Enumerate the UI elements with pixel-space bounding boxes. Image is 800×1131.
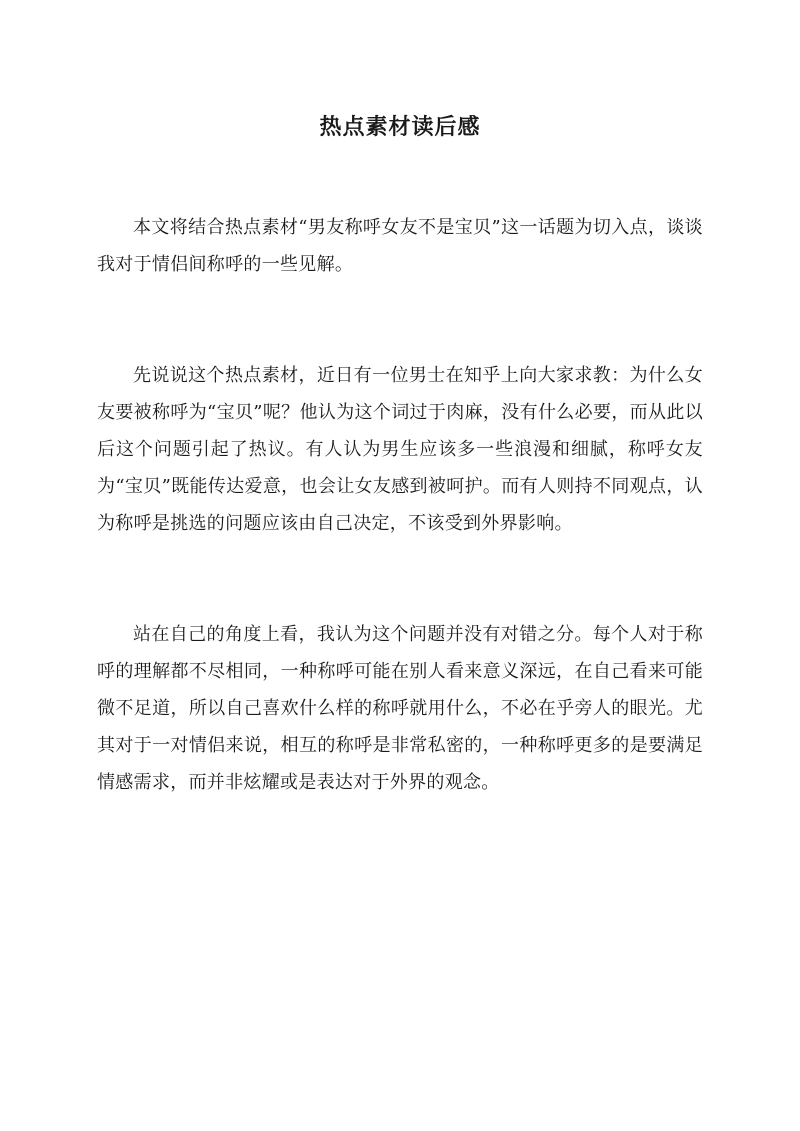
- paragraph-background: 先说说这个热点素材，近日有一位男士在知乎上向大家求教：为什么女友要被称呼为“宝贝”呢？他认为这个词过于肉麻，没有什么必要，而从此以后这个问题引起了热议。有人认为男生应该多一些浪漫和细腻，称呼女友为“宝贝”既能传达爱意，也会让女友感到被呵护。而有人则持不同观点，认为称呼是挑选的问题应该由自己决定，不该受到外界影响。: [97, 365, 703, 534]
- document-body: [97, 209, 703, 801]
- paragraph-opinion: 站在自己的角度上看，我认为这个问题并没有对错之分。每个人对于称呼的理解都不尽相同，一种称呼可能在别人看来意义深远，在自己看来可能微不足道，所以自己喜欢什么样的称呼就用什么，不必在乎旁人的眼光。尤其对于一对情侣来说，相互的称呼是非常私密的，一种称呼更多的是要满足情感需求，而并非炫耀或是表达对于外界的观念。: [97, 624, 703, 793]
- paragraph-intro: 本文将结合热点素材“男友称呼女友不是宝贝”这一话题为切入点，谈谈我对于情侣间称呼的一些见解。: [97, 217, 703, 275]
- document-title: 热点素材读后感: [319, 113, 481, 140]
